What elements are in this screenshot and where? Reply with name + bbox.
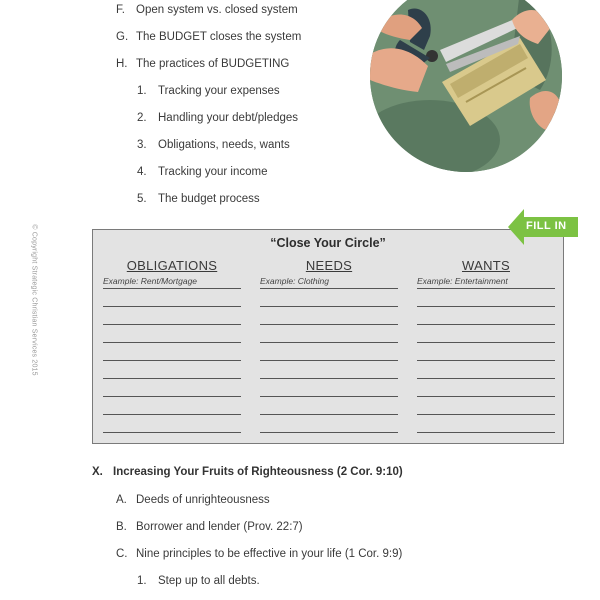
outline-item-h: [116, 58, 289, 70]
write-in-line[interactable]: [417, 343, 555, 361]
write-in-line[interactable]: [103, 361, 241, 379]
write-in-line[interactable]: [103, 397, 241, 415]
item-text: Deeds of unrighteousness: [136, 494, 270, 506]
worksheet-title: “Close Your Circle”: [270, 236, 386, 250]
column-heading: WANTS: [462, 258, 510, 273]
write-in-line[interactable]: [417, 289, 555, 307]
column-heading: NEEDS: [305, 258, 353, 273]
item-text: Obligations, needs, wants: [158, 139, 290, 151]
write-in-line[interactable]: [260, 307, 398, 325]
item-label: 1.: [137, 575, 147, 587]
item-text: Step up to all debts.: [158, 575, 260, 587]
item-text: The BUDGET closes the system: [136, 31, 302, 43]
column-example: Example: Clothing: [260, 276, 398, 289]
write-in-line[interactable]: [260, 379, 398, 397]
item-label: G.: [116, 31, 129, 43]
obligations-column: [103, 258, 241, 433]
item-label: B.: [116, 521, 127, 533]
write-in-line[interactable]: [103, 415, 241, 433]
item-label: A.: [116, 494, 127, 506]
fill-in-badge: [508, 209, 578, 245]
write-in-line[interactable]: [260, 289, 398, 307]
wants-column: [417, 258, 555, 433]
item-label: H.: [116, 58, 128, 70]
budgeting-subitem: [137, 166, 268, 178]
section-title: Increasing Your Fruits of Righteousness (2 Cor. 9:10): [113, 466, 403, 478]
item-label: 3.: [137, 139, 147, 151]
budgeting-subitem: [137, 193, 260, 205]
budgeting-subitem: [137, 139, 290, 151]
write-in-line[interactable]: [417, 379, 555, 397]
write-in-line[interactable]: [103, 289, 241, 307]
item-text: The budget process: [158, 193, 260, 205]
section-x-heading: [92, 466, 403, 478]
section-x-item-b: [116, 521, 303, 533]
column-example: Example: Entertainment: [417, 276, 555, 289]
write-in-line[interactable]: [417, 307, 555, 325]
item-text: Open system vs. closed system: [136, 4, 298, 16]
budgeting-subitem: [137, 112, 298, 124]
column-example: Example: Rent/Mortgage: [103, 276, 241, 289]
needs-column: [260, 258, 398, 433]
section-x-subitem: [137, 575, 260, 587]
write-in-line[interactable]: [417, 361, 555, 379]
copyright-notice: © Copyright Strategic Christian Services 2015: [30, 224, 38, 376]
item-text: Borrower and lender (Prov. 22:7): [136, 521, 303, 533]
write-in-line[interactable]: [260, 325, 398, 343]
section-x-item-a: [116, 494, 270, 506]
item-label: 4.: [137, 166, 147, 178]
section-x-item-c: [116, 548, 402, 560]
write-in-line[interactable]: [260, 361, 398, 379]
item-text: Handling your debt/pledges: [158, 112, 299, 124]
item-label: 2.: [137, 112, 147, 124]
item-label: 1.: [137, 85, 147, 97]
section-label: X.: [92, 466, 103, 478]
write-in-line[interactable]: [417, 415, 555, 433]
item-label: 5.: [137, 193, 147, 205]
close-your-circle-worksheet: [92, 229, 564, 444]
write-in-line[interactable]: [417, 325, 555, 343]
write-in-line[interactable]: [103, 307, 241, 325]
write-in-line[interactable]: [417, 397, 555, 415]
write-in-line[interactable]: [260, 415, 398, 433]
item-text: Nine principles to be effective in your life (1 Cor. 9:9): [136, 548, 403, 560]
fill-in-label: FILL IN: [526, 220, 567, 232]
outline-item-f: [116, 4, 298, 16]
write-in-line[interactable]: [103, 343, 241, 361]
budgeting-subitem: [137, 85, 280, 97]
item-text: Tracking your expenses: [158, 85, 280, 97]
write-in-line[interactable]: [103, 379, 241, 397]
item-text: The practices of BUDGETING: [136, 58, 290, 70]
item-label: F.: [116, 4, 125, 16]
outline-item-g: [116, 31, 301, 43]
write-in-line[interactable]: [260, 397, 398, 415]
write-in-line[interactable]: [260, 343, 398, 361]
write-in-line[interactable]: [103, 325, 241, 343]
item-label: C.: [116, 548, 128, 560]
item-text: Tracking your income: [158, 166, 268, 178]
column-heading: OBLIGATIONS: [126, 258, 218, 273]
